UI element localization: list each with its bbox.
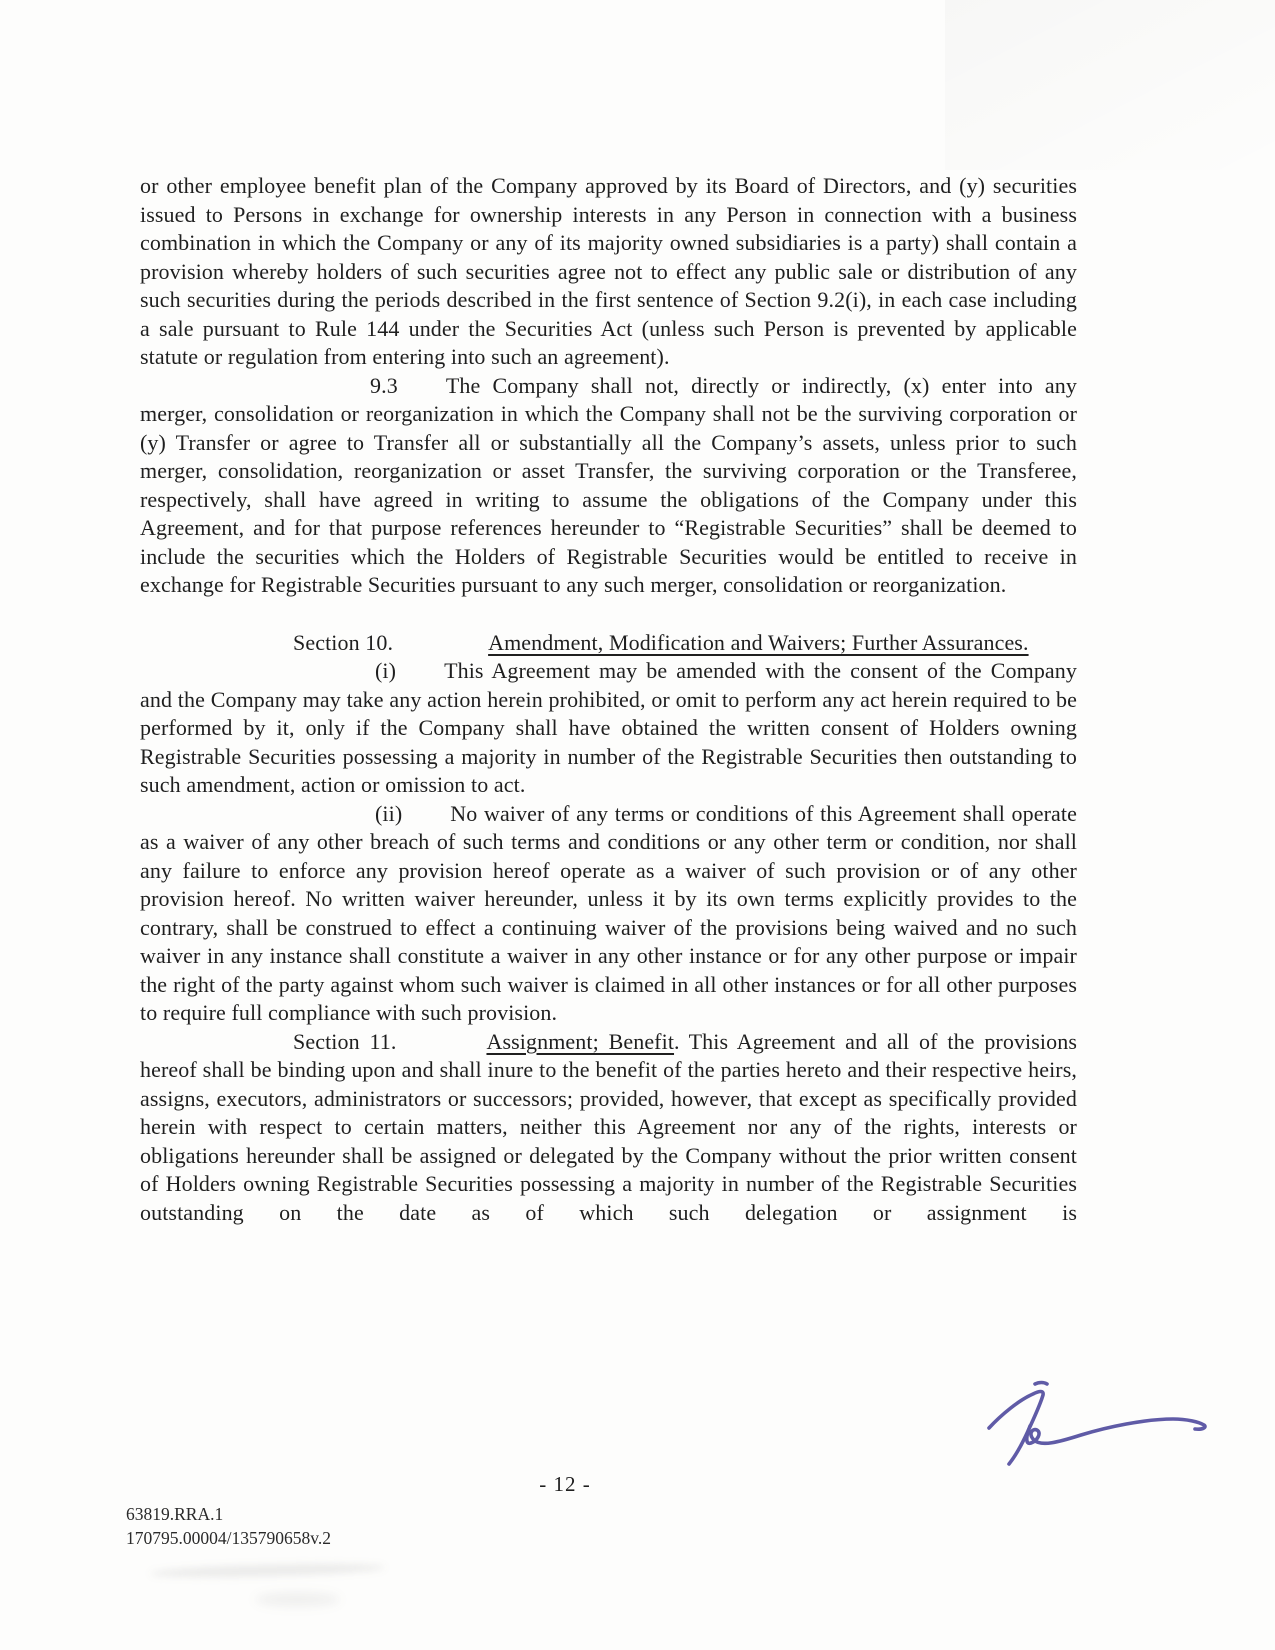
scan-smudge bbox=[255, 1592, 340, 1607]
footer-doc-id-line2: 170795.00004/135790658v.2 bbox=[126, 1528, 331, 1548]
para-i-text: This Agreement may be amended with the consent of the Company and the Company may take any action herein prohibited, or omit to perform any act herein required to be performed by it, only if the Company shall have obtained the written consent of Holders owning Registrable Securities possessing a majority in number of the Registrable Securities then outstanding to such amendment, action or omission to act. bbox=[140, 658, 1077, 797]
heading-section-10 bbox=[293, 629, 1077, 658]
para-section-11 bbox=[140, 1028, 1077, 1228]
section-11-label: Section 11. bbox=[293, 1028, 397, 1054]
footer-doc-id-line1: 63819.RRA.1 bbox=[126, 1504, 224, 1524]
scan-corner-tint bbox=[945, 0, 1275, 170]
section-11-title-period: . bbox=[674, 1028, 680, 1054]
ink-stroke bbox=[1035, 1383, 1047, 1385]
footer-doc-id bbox=[126, 1502, 331, 1550]
section-11-body: This Agreement and all of the provisions hereof shall be binding upon and shall inure to the benefit of the parties hereto and their respective heirs, assigns, executors, administrators or successors; provided, however, that except as specifically provided herein with respect to certain matters, neither this Agreement nor any of the rights, interests or obligations hereunder shall be assigned or delegated by the Company without the prior written consent of Holders owning Registrable Securities possessing a majority in number of the Registrable Securities outstanding on the date as of which such delegation or assignment is bbox=[140, 1028, 1077, 1225]
section-number-label: 9.3 bbox=[370, 372, 398, 398]
para-ii bbox=[140, 800, 1077, 1028]
para-continuation: or other employee benefit plan of the Company approved by its Board of Directors, and (y) securities issued to Persons in exchange for ownership interests in any Person in connection with a business combination in which the Company or any of its majority owned subsidiaries is a party) shall contain a provision whereby holders of such securities agree not to effect any public sale or distribution of any such securities during the periods described in the first sentence of Section 9.2(i), in each case including a sale pursuant to Rule 144 under the Securities Act (unless such Person is prevented by applicable statute or regulation from entering into such an agreement). bbox=[140, 173, 1077, 369]
ink-stroke bbox=[1027, 1419, 1205, 1443]
para-i-number: (i) bbox=[375, 658, 397, 683]
para-ii-number: (ii) bbox=[375, 800, 403, 826]
para-ii-text: No waiver of any terms or conditions of this Agreement shall operate as a waiver of any other breach of such terms and conditions or any other term or condition, nor shall any failure to enforce any provision hereof operate as a waiver of such provision or of any other provision hereof. No written waiver hereunder, unless it by its own terms explicitly provides to the contrary, shall be construed to effect a continuing waiver of the provisions being waived and no such waiver in any instance shall constitute a waiver in any other instance or for any other purpose or impair the right of the party against whom such waiver is claimed in all other instances or for all other purposes to require full compliance with such provision. bbox=[140, 800, 1077, 1025]
section-11-title: Assignment; Benefit bbox=[486, 1028, 675, 1054]
para-9-3 bbox=[140, 372, 1077, 600]
ink-stroke bbox=[989, 1392, 1043, 1465]
signature-initials-icon bbox=[975, 1378, 1225, 1478]
section-10-label: Section 10. bbox=[293, 629, 394, 655]
section-10-title: Amendment, Modification and Waivers; Further Assurances. bbox=[488, 629, 1029, 655]
scan-smudge bbox=[150, 1562, 385, 1579]
text-column bbox=[140, 172, 1077, 1227]
para-i bbox=[140, 657, 1077, 800]
signature-ink bbox=[975, 1378, 1225, 1478]
page-number-label: - 12 - bbox=[539, 1472, 591, 1496]
para-9-3-text: The Company shall not, directly or indirectly, (x) enter into any merger, consolidation or reorganization in which the Company shall not be the surviving corporation or (y) Transfer or agree to Transfer all or substantially all the Company’s assets, unless prior to such merger, consolidation, reorganization or asset Transfer, the surviving corporation or the Transferee, respectively, shall have agreed in writing to assume the obligations of the Company under this Agreement, and for that purpose references hereunder to “Registrable Securities” shall be deemed to include the securities which the Holders of Registrable Securities would be entitled to receive in exchange for Registrable Securities pursuant to any such merger, consolidation or reorganization. bbox=[140, 372, 1077, 597]
